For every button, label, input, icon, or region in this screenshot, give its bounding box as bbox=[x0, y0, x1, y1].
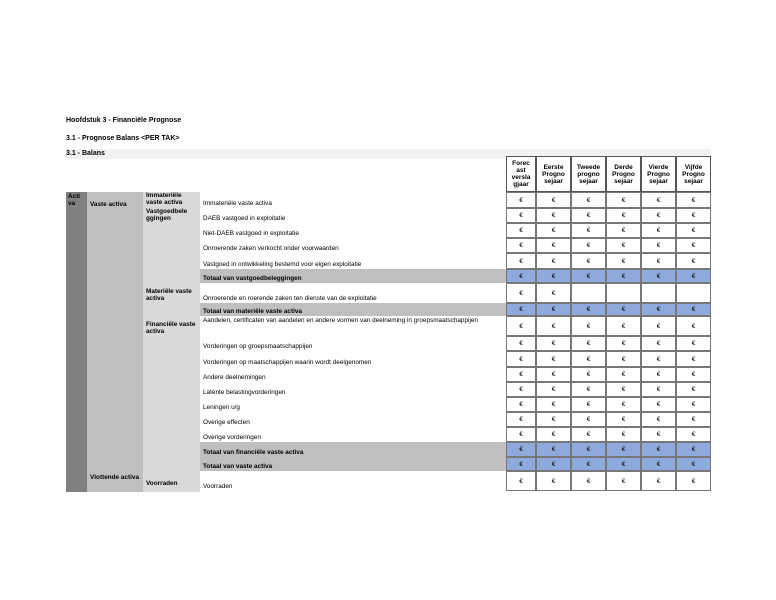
total-cell: € bbox=[571, 442, 606, 457]
value-cell: € bbox=[571, 192, 606, 208]
column-header-4: Derde Progno sejaar bbox=[606, 156, 641, 192]
value-cell: € bbox=[606, 382, 641, 397]
value-cell: € bbox=[571, 316, 606, 336]
value-cell: € bbox=[506, 397, 536, 412]
total-cell: € bbox=[676, 457, 711, 471]
total-cell: € bbox=[506, 303, 536, 316]
value-cell: € bbox=[571, 223, 606, 238]
value-cell: € bbox=[506, 238, 536, 253]
column-header-3: Tweede progno sejaar bbox=[571, 156, 606, 192]
column-header-5: Vierde Progno sejaar bbox=[641, 156, 676, 192]
row-label: Aandelen, certificaten van aandelen en andere vormen van deelneming in groepsmaatschappijen bbox=[200, 316, 506, 336]
value-cell: € bbox=[506, 223, 536, 238]
column-header-6: Vijfde Progno sejaar bbox=[676, 156, 711, 192]
value-cell: € bbox=[641, 397, 676, 412]
side-label-activa: Acti va bbox=[66, 192, 87, 492]
value-cell: € bbox=[506, 192, 536, 208]
value-cell: € bbox=[606, 427, 641, 442]
value-cell: € bbox=[571, 351, 606, 367]
value-cell: € bbox=[676, 238, 711, 253]
row-label: Latente belastingvorderingen bbox=[200, 382, 506, 397]
total-row-label: Totaal van vastgoedbeleggingen bbox=[200, 269, 506, 283]
group-vlottende-activa: Vlottende activa bbox=[87, 472, 143, 492]
value-cell: € bbox=[606, 208, 641, 223]
row-label: Onroerende zaken verkocht onder voorwaarden bbox=[200, 238, 506, 253]
total-row-label: Totaal van materiële vaste activa bbox=[200, 303, 506, 316]
value-cell: € bbox=[606, 316, 641, 336]
value-cell: € bbox=[641, 351, 676, 367]
total-cell: € bbox=[606, 269, 641, 283]
value-cell: € bbox=[536, 397, 571, 412]
value-cell bbox=[641, 283, 676, 303]
value-cell: € bbox=[571, 367, 606, 382]
total-cell: € bbox=[676, 303, 711, 316]
category-voorraden: Voorraden bbox=[143, 472, 200, 492]
value-cell: € bbox=[676, 427, 711, 442]
value-cell: € bbox=[641, 336, 676, 351]
total-cell: € bbox=[571, 303, 606, 316]
value-cell: € bbox=[571, 253, 606, 269]
value-cell: € bbox=[506, 208, 536, 223]
total-cell: € bbox=[571, 269, 606, 283]
row-label: Overige vorderingen bbox=[200, 427, 506, 442]
subsection-title: 3.1 - Balans bbox=[66, 150, 105, 157]
value-cell: € bbox=[676, 253, 711, 269]
value-cell: € bbox=[506, 336, 536, 351]
category-materieel: Materiële vaste activa bbox=[143, 286, 200, 320]
value-cell: € bbox=[536, 283, 571, 303]
value-cell: € bbox=[676, 412, 711, 427]
value-cell: € bbox=[536, 238, 571, 253]
row-label: Niet-DAEB vastgoed in exploitatie bbox=[200, 223, 506, 238]
value-cell: € bbox=[676, 192, 711, 208]
value-cell bbox=[571, 283, 606, 303]
value-cell: € bbox=[536, 427, 571, 442]
total-row-label: Totaal van vaste activa bbox=[200, 457, 506, 471]
value-cell: € bbox=[506, 382, 536, 397]
value-cell: € bbox=[571, 412, 606, 427]
total-cell: € bbox=[641, 457, 676, 471]
row-label: Andere deelnemingen bbox=[200, 367, 506, 382]
value-cell: € bbox=[506, 471, 536, 491]
category-vastgoed: Vastgoedbele ggingen bbox=[143, 208, 200, 286]
value-cell bbox=[676, 283, 711, 303]
value-cell: € bbox=[506, 367, 536, 382]
value-cell bbox=[606, 283, 641, 303]
value-cell: € bbox=[536, 316, 571, 336]
total-cell: € bbox=[506, 269, 536, 283]
row-label: Onroerende en roerende zaken ten dienste van de exploitatie bbox=[200, 283, 506, 303]
value-cell: € bbox=[641, 238, 676, 253]
value-cell: € bbox=[606, 253, 641, 269]
row-label: Vastgoed in ontwikkeling bestemd voor eigen exploitatie bbox=[200, 253, 506, 269]
row-label: Vorderingen op maatschappijen waarin wordt deelgenomen bbox=[200, 351, 506, 367]
row-label: DAEB vastgoed in exploitatie bbox=[200, 208, 506, 223]
value-cell: € bbox=[571, 427, 606, 442]
value-cell: € bbox=[676, 382, 711, 397]
value-cell: € bbox=[606, 336, 641, 351]
value-cell: € bbox=[536, 223, 571, 238]
value-cell: € bbox=[506, 351, 536, 367]
row-label: Voorraden bbox=[200, 471, 506, 491]
value-cell: € bbox=[641, 192, 676, 208]
total-cell: € bbox=[536, 269, 571, 283]
value-cell: € bbox=[606, 397, 641, 412]
value-cell: € bbox=[641, 367, 676, 382]
value-cell: € bbox=[641, 253, 676, 269]
category-financieel: Financiële vaste activa bbox=[143, 320, 200, 472]
value-cell: € bbox=[506, 253, 536, 269]
value-cell: € bbox=[676, 397, 711, 412]
value-cell: € bbox=[571, 397, 606, 412]
row-label: Overige effecten bbox=[200, 412, 506, 427]
total-cell: € bbox=[606, 457, 641, 471]
value-cell: € bbox=[571, 336, 606, 351]
total-cell: € bbox=[506, 442, 536, 457]
total-cell: € bbox=[641, 269, 676, 283]
value-cell: € bbox=[641, 427, 676, 442]
value-cell: € bbox=[506, 427, 536, 442]
value-cell: € bbox=[536, 382, 571, 397]
value-cell: € bbox=[606, 238, 641, 253]
total-cell: € bbox=[606, 303, 641, 316]
total-cell: € bbox=[536, 303, 571, 316]
value-cell: € bbox=[641, 223, 676, 238]
category-immaterieel: Immateriële vaste activa bbox=[143, 192, 200, 208]
value-cell: € bbox=[676, 223, 711, 238]
value-cell: € bbox=[641, 412, 676, 427]
row-label: Immateriële vaste activa bbox=[200, 192, 506, 208]
value-cell: € bbox=[676, 208, 711, 223]
value-cell: € bbox=[641, 471, 676, 491]
row-label: Leningen u/g bbox=[200, 397, 506, 412]
value-cell: € bbox=[641, 382, 676, 397]
value-cell: € bbox=[606, 351, 641, 367]
column-header-2: Eerste Progno sejaar bbox=[536, 156, 571, 192]
value-cell: € bbox=[571, 382, 606, 397]
total-cell: € bbox=[641, 303, 676, 316]
total-cell: € bbox=[536, 457, 571, 471]
value-cell: € bbox=[676, 351, 711, 367]
value-cell: € bbox=[606, 367, 641, 382]
value-cell: € bbox=[606, 223, 641, 238]
total-cell: € bbox=[506, 457, 536, 471]
value-cell: € bbox=[536, 412, 571, 427]
total-cell: € bbox=[641, 442, 676, 457]
value-cell: € bbox=[536, 336, 571, 351]
value-cell: € bbox=[641, 208, 676, 223]
value-cell: € bbox=[506, 283, 536, 303]
total-cell: € bbox=[536, 442, 571, 457]
value-cell: € bbox=[676, 316, 711, 336]
value-cell: € bbox=[536, 192, 571, 208]
section-title: 3.1 - Prognose Balans <PER TAK> bbox=[66, 135, 180, 142]
value-cell: € bbox=[506, 412, 536, 427]
value-cell: € bbox=[676, 336, 711, 351]
value-cell: € bbox=[571, 208, 606, 223]
value-cell: € bbox=[536, 208, 571, 223]
value-cell: € bbox=[571, 238, 606, 253]
value-cell: € bbox=[536, 367, 571, 382]
value-cell: € bbox=[536, 253, 571, 269]
value-cell: € bbox=[676, 471, 711, 491]
total-cell: € bbox=[571, 457, 606, 471]
value-cell: € bbox=[606, 412, 641, 427]
value-cell: € bbox=[676, 367, 711, 382]
row-label: Vorderingen op groepsmaatschappijen bbox=[200, 336, 506, 351]
value-cell: € bbox=[606, 471, 641, 491]
chapter-title: Hoofdstuk 3 - Financiële Prognose bbox=[66, 117, 182, 124]
value-cell: € bbox=[506, 316, 536, 336]
value-cell: € bbox=[536, 471, 571, 491]
value-cell: € bbox=[641, 316, 676, 336]
group-vaste-activa: Vaste activa bbox=[87, 192, 143, 472]
total-cell: € bbox=[606, 442, 641, 457]
column-header-1: Forec ast versla gjaar bbox=[506, 156, 536, 192]
total-cell: € bbox=[676, 442, 711, 457]
total-row-label: Totaal van financiële vaste activa bbox=[200, 442, 506, 457]
value-cell: € bbox=[571, 471, 606, 491]
total-cell: € bbox=[676, 269, 711, 283]
value-cell: € bbox=[606, 192, 641, 208]
value-cell: € bbox=[536, 351, 571, 367]
